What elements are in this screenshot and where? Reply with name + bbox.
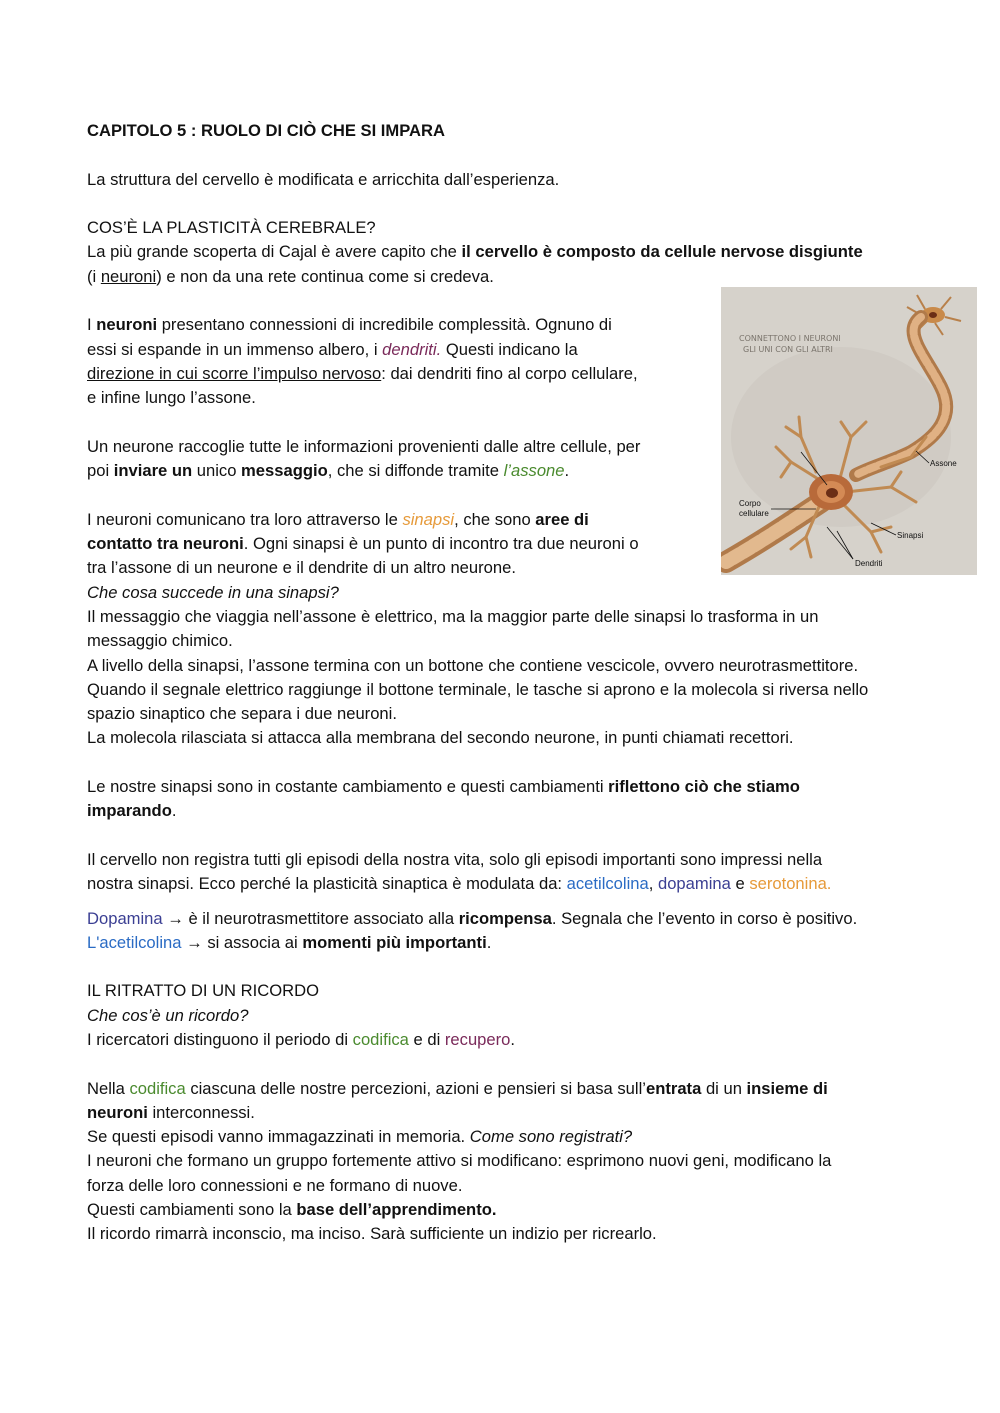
chapter-title: CAPITOLO 5 : RUOLO DI CIÒ CHE SI IMPARA	[87, 121, 446, 140]
paragraph-modulazione: Il cervello non registra tutti gli episodi della nostra vita, solo gli episodi importanti sono impressi nella nostra sinapsi. Ecco perché la plasticità sinaptica è modulata da: acetilcolina, dopamina e serotonina.	[87, 849, 832, 894]
question-ricordo: Che cos’è un ricordo?	[87, 1005, 249, 1025]
paragraph-cambiamento: Le nostre sinapsi sono in costante cambiamento e questi cambiamenti riflettono ciò che stiamo imparando.	[87, 777, 800, 821]
label-sinapsi: Sinapsi	[897, 531, 924, 540]
handwritten-note: CONNETTONO I NEURONI GLI UNI CON GLI ALTRI	[739, 334, 841, 354]
paragraph-neuroni: I neuroni presentano connessioni di incredibile complessità. Ognuno di essi si espande in un immenso albero, i dendriti. Questi indicano la direzione in cui scorre l’impulso nervoso: dai dendriti fino al corpo cellulare, e infine lungo l’assone.	[87, 315, 638, 408]
neuron-illustration	[721, 287, 977, 575]
paragraph-sinapsi-detail: Il messaggio che viaggia nell’assone è elettrico, ma la maggior parte delle sinapsi lo trasforma in un messaggio chimico. A livello della sinapsi, l’assone termina con un bottone che contiene vescicole, ovvero neurotrasmettitore. Quando il segnale elettrico raggiunge il bottone terminale, le tasche si aprono e la molecola si riversa nello spazio sinaptico che separa i due neuroni. La molecola rilasciata si attacca alla membrana del secondo neurone, in punti chiamati recettori.	[87, 606, 869, 748]
question-sinapsi: Che cosa succede in una sinapsi?	[87, 582, 339, 602]
paragraph-messaggio: Un neurone raccoglie tutte le informazioni provenienti dalle altre cellule, per poi inviare un unico messaggio, che si diffonde tramite l’assone.	[87, 436, 641, 481]
paragraph-sinapsi: I neuroni comunicano tra loro attraverso le sinapsi, che sono aree di contatto tra neuroni. Ogni sinapsi è un punto di incontro tra due neuroni o tra l’assone di un neurone e il dendrite di un altro neurone.	[87, 509, 639, 578]
intro-text: La struttura del cervello è modificata e arricchita dall’esperienza.	[87, 169, 560, 189]
label-dendriti: Dendriti	[855, 559, 883, 568]
paragraph-cajal: La più grande scoperta di Cajal è avere capito che il cervello è composto da cellule nervose disgiunte (i neuroni) e non da una rete continua come si credeva.	[87, 242, 863, 286]
section-heading-plasticity: COS’È LA PLASTICITÀ CEREBRALE?	[87, 218, 376, 238]
paragraph-codifica-recupero: I ricercatori distinguono il periodo di codifica e di recupero.	[87, 1029, 516, 1049]
section-heading-ricordo: IL RITRATTO DI UN RICORDO	[87, 981, 320, 1001]
label-assone: Assone	[930, 459, 957, 468]
paragraph-neurotrasmettitori: Dopamina → è il neurotrasmettitore associato alla ricompensa. Segnala che l’evento in corso è positivo. L'acetilcolina → si associa ai momenti più importanti.	[87, 908, 858, 952]
paragraph-codifica: Nella codifica ciascuna delle nostre percezioni, azioni e pensieri si basa sull’entrata di un insieme di neuroni interconnessi. Se questi episodi vanno immagazzinati in memoria. Come sono registrati? I neuroni che formano un gruppo fortemente attivo si modificano: esprimono nuovi geni, modificano la forza delle loro connessioni e ne formano di nuove. Questi cambiamenti sono la base dell’apprendimento. Il ricordo rimarrà inconscio, ma inciso. Sarà sufficiente un indizio per ricrearlo.	[87, 1078, 832, 1244]
label-corpo-cellulare: Corpo cellulare	[739, 499, 769, 518]
